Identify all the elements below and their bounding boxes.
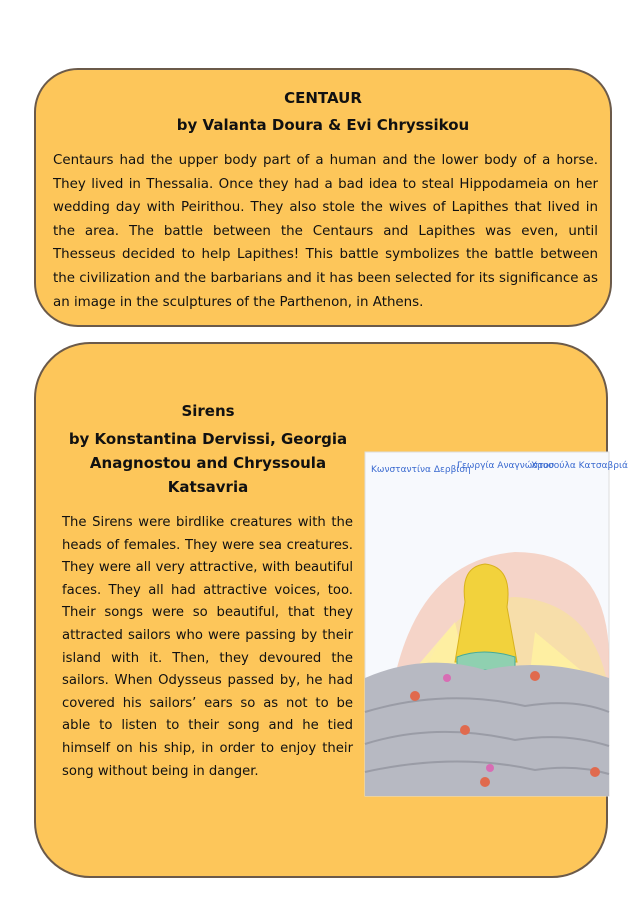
signature-3: Χρυσούλα Κατσαβριά [531, 461, 628, 471]
centaur-title: CENTAUR [284, 89, 362, 107]
signature-1: Κωνσταντίνα Δερβίση [371, 465, 471, 475]
centaur-authors: by Valanta Doura & Evi Chryssikou [176, 116, 470, 134]
sirens-body: The Sirens were birdlike creatures with the heads of females. They were sea creatures. They were all very attractive, with beautiful faces. They all had attractive voices, too. Their songs were so beautiful, that they attracted sailors who were passing by their island with it. Then, they devoured the sailors. When Odysseus passed by, he had covered his sailors’ ears so as not to be able to listen to their song and he tied himself on his ship, in order to enjoy their song without being in danger. [62, 515, 353, 779]
siren-drawing-icon [365, 452, 628, 796]
signature-2: Γεωργία Αναγνώστου [457, 461, 555, 471]
centaur-body: Centaurs had the upper body part of a human and the lower body of a horse. They lived in Thessalia. Once they had a bad idea to steal Hippodameia on her wedding day with Peirithou. They also stole the wives of Lapithes that lived in the area. The battle between the Centaurs and Lapithes was even, until Thesseus decided to help Lapithes! This battle symbolizes the battle between the civilization and the barbarians and it has been selected for its significance as an image in the sculptures of the Parthenon, in Athens. [53, 153, 598, 310]
sirens-title: Sirens [181, 402, 235, 420]
sirens-authors: by Konstantina Dervissi, Georgia Anagnostou and Chryssoula Katsavria [68, 430, 348, 496]
